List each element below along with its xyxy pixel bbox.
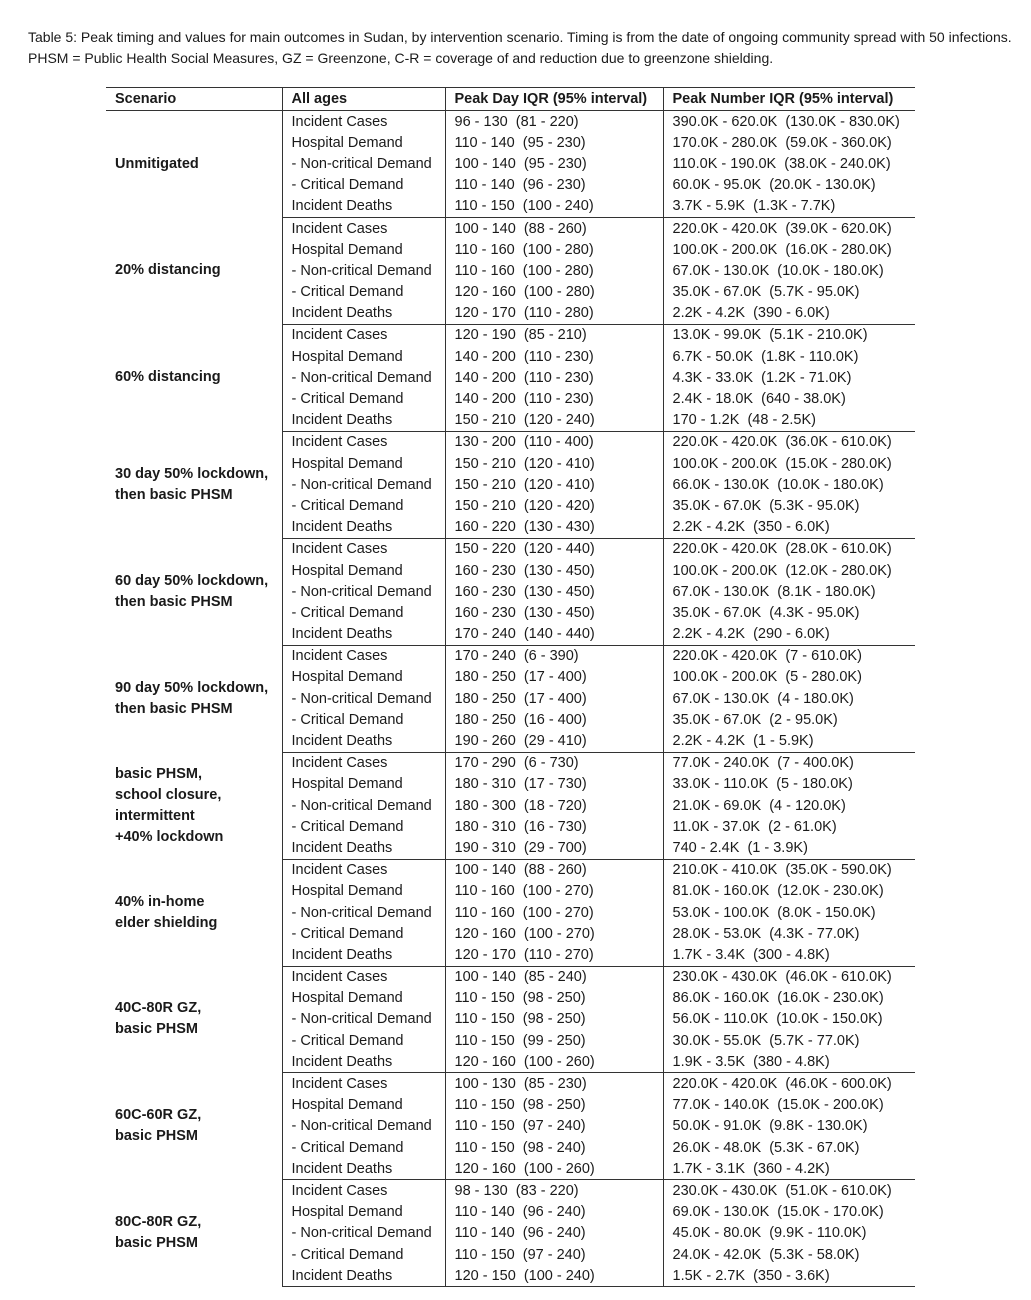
table-body: [106, 111, 915, 1287]
peak-number-cell: 11.0K - 37.0K (2 - 61.0K): [663, 816, 915, 837]
outcome-cell: - Critical Demand: [282, 388, 445, 409]
peak-day-cell: 120 - 170 (110 - 270): [445, 944, 663, 966]
peak-number-cell: 45.0K - 80.0K (9.9K - 110.0K): [663, 1223, 915, 1244]
peak-number-cell: 1.5K - 2.7K (350 - 3.6K): [663, 1265, 915, 1287]
peak-day-cell: 98 - 130 (83 - 220): [445, 1180, 663, 1202]
peak-day-cell: 110 - 140 (96 - 230): [445, 175, 663, 196]
peak-number-cell: 220.0K - 420.0K (39.0K - 620.0K): [663, 217, 915, 239]
peak-number-cell: 77.0K - 240.0K (7 - 400.0K): [663, 752, 915, 774]
peak-day-cell: 190 - 260 (29 - 410): [445, 730, 663, 752]
peak-day-cell: 150 - 220 (120 - 440): [445, 538, 663, 560]
outcome-cell: Incident Deaths: [282, 730, 445, 752]
scenario-cell: [106, 752, 282, 859]
scenario-cell: [106, 1180, 282, 1287]
peak-day-cell: 140 - 200 (110 - 230): [445, 388, 663, 409]
scenario-label-line: then basic PHSM: [115, 700, 233, 717]
header-scenario: Scenario: [106, 88, 282, 111]
outcome-cell: Hospital Demand: [282, 560, 445, 581]
header-row: [106, 88, 915, 111]
peak-number-cell: 390.0K - 620.0K (130.0K - 830.0K): [663, 111, 915, 133]
header-peak-number: Peak Number IQR (95% interval): [663, 88, 915, 111]
peak-day-cell: 110 - 150 (100 - 240): [445, 196, 663, 218]
peak-day-cell: 110 - 150 (98 - 250): [445, 1095, 663, 1116]
peak-number-cell: 4.3K - 33.0K (1.2K - 71.0K): [663, 367, 915, 388]
peak-day-cell: 120 - 160 (100 - 260): [445, 1051, 663, 1073]
peak-number-cell: 3.7K - 5.9K (1.3K - 7.7K): [663, 196, 915, 218]
peak-number-cell: 2.2K - 4.2K (290 - 6.0K): [663, 624, 915, 646]
peak-number-cell: 220.0K - 420.0K (7 - 610.0K): [663, 645, 915, 667]
scenario-label-line: elder shielding: [115, 914, 218, 931]
peak-day-cell: 110 - 150 (98 - 250): [445, 988, 663, 1009]
peak-day-cell: 150 - 210 (120 - 410): [445, 453, 663, 474]
outcome-cell: Incident Deaths: [282, 837, 445, 859]
peak-number-cell: 21.0K - 69.0K (4 - 120.0K): [663, 795, 915, 816]
table-row: [106, 966, 915, 988]
outcome-cell: - Critical Demand: [282, 1137, 445, 1158]
peak-day-cell: 120 - 190 (85 - 210): [445, 324, 663, 346]
outcome-cell: Incident Deaths: [282, 1051, 445, 1073]
outcome-cell: Incident Cases: [282, 859, 445, 881]
outcome-cell: Hospital Demand: [282, 346, 445, 367]
outcome-cell: Incident Deaths: [282, 517, 445, 539]
peak-number-cell: 100.0K - 200.0K (5 - 280.0K): [663, 667, 915, 688]
peak-day-cell: 100 - 140 (88 - 260): [445, 217, 663, 239]
peak-number-cell: 100.0K - 200.0K (16.0K - 280.0K): [663, 239, 915, 260]
peak-number-cell: 67.0K - 130.0K (10.0K - 180.0K): [663, 260, 915, 281]
peak-day-cell: 170 - 240 (140 - 440): [445, 624, 663, 646]
peak-number-cell: 67.0K - 130.0K (4 - 180.0K): [663, 688, 915, 709]
scenario-label-line: 60 day 50% lockdown,: [115, 572, 269, 589]
peak-day-cell: 150 - 210 (120 - 410): [445, 474, 663, 495]
outcome-cell: - Critical Demand: [282, 602, 445, 623]
peak-day-cell: 110 - 150 (98 - 250): [445, 1009, 663, 1030]
outcome-cell: Hospital Demand: [282, 988, 445, 1009]
peak-number-cell: 1.7K - 3.4K (300 - 4.8K): [663, 944, 915, 966]
peak-day-cell: 96 - 130 (81 - 220): [445, 111, 663, 133]
outcome-cell: - Critical Demand: [282, 816, 445, 837]
peak-day-cell: 110 - 150 (97 - 240): [445, 1244, 663, 1265]
outcome-cell: - Non-critical Demand: [282, 474, 445, 495]
peak-day-cell: 100 - 130 (85 - 230): [445, 1073, 663, 1095]
table-row: [106, 859, 915, 881]
scenario-label-line: 20% distancing: [115, 262, 221, 279]
table-row: [106, 324, 915, 346]
outcome-cell: - Critical Demand: [282, 495, 445, 516]
peak-day-cell: 110 - 140 (96 - 240): [445, 1202, 663, 1223]
peak-number-cell: 110.0K - 190.0K (38.0K - 240.0K): [663, 153, 915, 174]
peak-day-cell: 120 - 170 (110 - 280): [445, 303, 663, 325]
peak-number-cell: 170 - 1.2K (48 - 2.5K): [663, 410, 915, 432]
scenario-label-line: intermittent: [115, 807, 195, 824]
results-table: [106, 87, 915, 1287]
outcome-cell: - Non-critical Demand: [282, 260, 445, 281]
scenario-label-line: school closure,: [115, 786, 222, 803]
outcome-cell: - Critical Demand: [282, 1244, 445, 1265]
peak-number-cell: 53.0K - 100.0K (8.0K - 150.0K): [663, 902, 915, 923]
scenario-label-line: then basic PHSM: [115, 593, 233, 610]
scenario-label-line: Unmitigated: [115, 155, 199, 172]
peak-number-cell: 35.0K - 67.0K (2 - 95.0K): [663, 709, 915, 730]
peak-number-cell: 26.0K - 48.0K (5.3K - 67.0K): [663, 1137, 915, 1158]
outcome-cell: - Critical Demand: [282, 1030, 445, 1051]
peak-day-cell: 160 - 220 (130 - 430): [445, 517, 663, 539]
peak-number-cell: 35.0K - 67.0K (4.3K - 95.0K): [663, 602, 915, 623]
table-row: [106, 431, 915, 453]
peak-number-cell: 100.0K - 200.0K (12.0K - 280.0K): [663, 560, 915, 581]
peak-day-cell: 190 - 310 (29 - 700): [445, 837, 663, 859]
outcome-cell: - Non-critical Demand: [282, 1223, 445, 1244]
scenario-cell: [106, 1073, 282, 1180]
peak-number-cell: 86.0K - 160.0K (16.0K - 230.0K): [663, 988, 915, 1009]
peak-number-cell: 69.0K - 130.0K (15.0K - 170.0K): [663, 1202, 915, 1223]
peak-day-cell: 140 - 200 (110 - 230): [445, 367, 663, 388]
peak-day-cell: 120 - 160 (100 - 260): [445, 1158, 663, 1180]
outcome-cell: - Non-critical Demand: [282, 902, 445, 923]
outcome-cell: Incident Deaths: [282, 196, 445, 218]
peak-day-cell: 160 - 230 (130 - 450): [445, 602, 663, 623]
outcome-cell: Hospital Demand: [282, 1202, 445, 1223]
outcome-cell: - Critical Demand: [282, 923, 445, 944]
peak-day-cell: 180 - 250 (16 - 400): [445, 709, 663, 730]
peak-day-cell: 180 - 310 (16 - 730): [445, 816, 663, 837]
peak-number-cell: 35.0K - 67.0K (5.3K - 95.0K): [663, 495, 915, 516]
peak-number-cell: 230.0K - 430.0K (46.0K - 610.0K): [663, 966, 915, 988]
scenario-label-line: basic PHSM: [115, 1021, 198, 1038]
peak-number-cell: 220.0K - 420.0K (46.0K - 600.0K): [663, 1073, 915, 1095]
outcome-cell: - Critical Demand: [282, 175, 445, 196]
peak-day-cell: 110 - 150 (97 - 240): [445, 1116, 663, 1137]
peak-day-cell: 180 - 250 (17 - 400): [445, 688, 663, 709]
scenario-cell: [106, 538, 282, 645]
peak-day-cell: 180 - 300 (18 - 720): [445, 795, 663, 816]
outcome-cell: Incident Deaths: [282, 303, 445, 325]
peak-day-cell: 130 - 200 (110 - 400): [445, 431, 663, 453]
peak-number-cell: 230.0K - 430.0K (51.0K - 610.0K): [663, 1180, 915, 1202]
header-peak-day: Peak Day IQR (95% interval): [445, 88, 663, 111]
outcome-cell: Hospital Demand: [282, 132, 445, 153]
outcome-cell: Hospital Demand: [282, 881, 445, 902]
table-row: [106, 1180, 915, 1202]
scenario-cell: [106, 217, 282, 324]
peak-number-cell: 1.9K - 3.5K (380 - 4.8K): [663, 1051, 915, 1073]
table-caption: Table 5: Peak timing and values for main outcomes in Sudan, by intervention scenario. Timing is from the date of ongoing community spread with 50 infections. PHSM = Public Health Social Measures, GZ = Greenzone, C-R = coverage of and reduction due to greenzone shielding.: [28, 29, 1012, 66]
peak-number-cell: 210.0K - 410.0K (35.0K - 590.0K): [663, 859, 915, 881]
table-row: [106, 111, 915, 133]
scenario-label-line: 90 day 50% lockdown,: [115, 679, 269, 696]
peak-day-cell: 120 - 150 (100 - 240): [445, 1265, 663, 1287]
peak-number-cell: 2.4K - 18.0K (640 - 38.0K): [663, 388, 915, 409]
outcome-cell: Incident Cases: [282, 538, 445, 560]
peak-number-cell: 67.0K - 130.0K (8.1K - 180.0K): [663, 581, 915, 602]
scenario-label-line: 60C-60R GZ,: [115, 1107, 202, 1124]
outcome-cell: Incident Cases: [282, 1073, 445, 1095]
outcome-cell: Hospital Demand: [282, 453, 445, 474]
scenario-label-line: basic PHSM,: [115, 765, 203, 782]
peak-number-cell: 33.0K - 110.0K (5 - 180.0K): [663, 774, 915, 795]
peak-day-cell: 150 - 210 (120 - 420): [445, 495, 663, 516]
scenario-cell: [106, 966, 282, 1073]
table-row: [106, 217, 915, 239]
peak-number-cell: 60.0K - 95.0K (20.0K - 130.0K): [663, 175, 915, 196]
peak-number-cell: 2.2K - 4.2K (390 - 6.0K): [663, 303, 915, 325]
scenario-label-line: +40% lockdown: [115, 828, 224, 845]
header-all-ages: All ages: [282, 88, 445, 111]
outcome-cell: - Critical Demand: [282, 709, 445, 730]
table-row: [106, 538, 915, 560]
peak-day-cell: 170 - 240 (6 - 390): [445, 645, 663, 667]
outcome-cell: Incident Deaths: [282, 944, 445, 966]
outcome-cell: Hospital Demand: [282, 667, 445, 688]
peak-day-cell: 110 - 150 (98 - 240): [445, 1137, 663, 1158]
outcome-cell: Hospital Demand: [282, 1095, 445, 1116]
peak-day-cell: 170 - 290 (6 - 730): [445, 752, 663, 774]
peak-number-cell: 13.0K - 99.0K (5.1K - 210.0K): [663, 324, 915, 346]
scenario-cell: [106, 431, 282, 538]
peak-day-cell: 160 - 230 (130 - 450): [445, 581, 663, 602]
outcome-cell: Incident Cases: [282, 752, 445, 774]
peak-number-cell: 2.2K - 4.2K (1 - 5.9K): [663, 730, 915, 752]
peak-number-cell: 81.0K - 160.0K (12.0K - 230.0K): [663, 881, 915, 902]
peak-number-cell: 30.0K - 55.0K (5.7K - 77.0K): [663, 1030, 915, 1051]
peak-day-cell: 100 - 140 (95 - 230): [445, 153, 663, 174]
peak-number-cell: 6.7K - 50.0K (1.8K - 110.0K): [663, 346, 915, 367]
peak-day-cell: 180 - 250 (17 - 400): [445, 667, 663, 688]
outcome-cell: Incident Cases: [282, 1180, 445, 1202]
peak-day-cell: 110 - 140 (96 - 240): [445, 1223, 663, 1244]
peak-number-cell: 2.2K - 4.2K (350 - 6.0K): [663, 517, 915, 539]
outcome-cell: Incident Deaths: [282, 624, 445, 646]
scenario-cell: [106, 645, 282, 752]
outcome-cell: - Critical Demand: [282, 282, 445, 303]
outcome-cell: Incident Cases: [282, 111, 445, 133]
outcome-cell: Incident Cases: [282, 645, 445, 667]
outcome-cell: Incident Cases: [282, 966, 445, 988]
scenario-label-line: basic PHSM: [115, 1235, 198, 1252]
peak-day-cell: 110 - 150 (99 - 250): [445, 1030, 663, 1051]
peak-number-cell: 170.0K - 280.0K (59.0K - 360.0K): [663, 132, 915, 153]
peak-number-cell: 220.0K - 420.0K (36.0K - 610.0K): [663, 431, 915, 453]
scenario-label-line: 80C-80R GZ,: [115, 1214, 202, 1231]
peak-day-cell: 110 - 160 (100 - 270): [445, 902, 663, 923]
outcome-cell: - Non-critical Demand: [282, 1009, 445, 1030]
peak-day-cell: 180 - 310 (17 - 730): [445, 774, 663, 795]
peak-day-cell: 150 - 210 (120 - 240): [445, 410, 663, 432]
peak-number-cell: 35.0K - 67.0K (5.7K - 95.0K): [663, 282, 915, 303]
outcome-cell: Incident Cases: [282, 217, 445, 239]
outcome-cell: - Non-critical Demand: [282, 795, 445, 816]
outcome-cell: Incident Cases: [282, 324, 445, 346]
peak-number-cell: 56.0K - 110.0K (10.0K - 150.0K): [663, 1009, 915, 1030]
peak-day-cell: 110 - 160 (100 - 270): [445, 881, 663, 902]
peak-number-cell: 77.0K - 140.0K (15.0K - 200.0K): [663, 1095, 915, 1116]
scenario-label-line: then basic PHSM: [115, 486, 233, 503]
peak-day-cell: 160 - 230 (130 - 450): [445, 560, 663, 581]
peak-day-cell: 100 - 140 (88 - 260): [445, 859, 663, 881]
outcome-cell: - Non-critical Demand: [282, 1116, 445, 1137]
peak-number-cell: 28.0K - 53.0K (4.3K - 77.0K): [663, 923, 915, 944]
table-row: [106, 752, 915, 774]
outcome-cell: Incident Deaths: [282, 1158, 445, 1180]
scenario-cell: [106, 324, 282, 431]
peak-number-cell: 66.0K - 130.0K (10.0K - 180.0K): [663, 474, 915, 495]
outcome-cell: - Non-critical Demand: [282, 581, 445, 602]
scenario-cell: [106, 111, 282, 218]
outcome-cell: Hospital Demand: [282, 774, 445, 795]
outcome-cell: Hospital Demand: [282, 239, 445, 260]
peak-day-cell: 120 - 160 (100 - 270): [445, 923, 663, 944]
peak-number-cell: 24.0K - 42.0K (5.3K - 58.0K): [663, 1244, 915, 1265]
scenario-cell: [106, 859, 282, 966]
peak-number-cell: 100.0K - 200.0K (15.0K - 280.0K): [663, 453, 915, 474]
peak-number-cell: 220.0K - 420.0K (28.0K - 610.0K): [663, 538, 915, 560]
scenario-label-line: basic PHSM: [115, 1128, 198, 1145]
outcome-cell: - Non-critical Demand: [282, 153, 445, 174]
scenario-label-line: 30 day 50% lockdown,: [115, 465, 269, 482]
outcome-cell: - Non-critical Demand: [282, 367, 445, 388]
peak-day-cell: 110 - 160 (100 - 280): [445, 260, 663, 281]
outcome-cell: - Non-critical Demand: [282, 688, 445, 709]
table-row: [106, 645, 915, 667]
peak-number-cell: 1.7K - 3.1K (360 - 4.2K): [663, 1158, 915, 1180]
peak-day-cell: 110 - 140 (95 - 230): [445, 132, 663, 153]
peak-number-cell: 50.0K - 91.0K (9.8K - 130.0K): [663, 1116, 915, 1137]
outcome-cell: Incident Deaths: [282, 1265, 445, 1287]
peak-day-cell: 140 - 200 (110 - 230): [445, 346, 663, 367]
scenario-label-line: 40% in-home: [115, 893, 205, 910]
peak-day-cell: 100 - 140 (85 - 240): [445, 966, 663, 988]
table-row: [106, 1073, 915, 1095]
scenario-label-line: 40C-80R GZ,: [115, 1000, 202, 1017]
outcome-cell: Incident Cases: [282, 431, 445, 453]
scenario-label-line: 60% distancing: [115, 369, 221, 386]
outcome-cell: Incident Deaths: [282, 410, 445, 432]
peak-day-cell: 120 - 160 (100 - 280): [445, 282, 663, 303]
peak-day-cell: 110 - 160 (100 - 280): [445, 239, 663, 260]
peak-number-cell: 740 - 2.4K (1 - 3.9K): [663, 837, 915, 859]
